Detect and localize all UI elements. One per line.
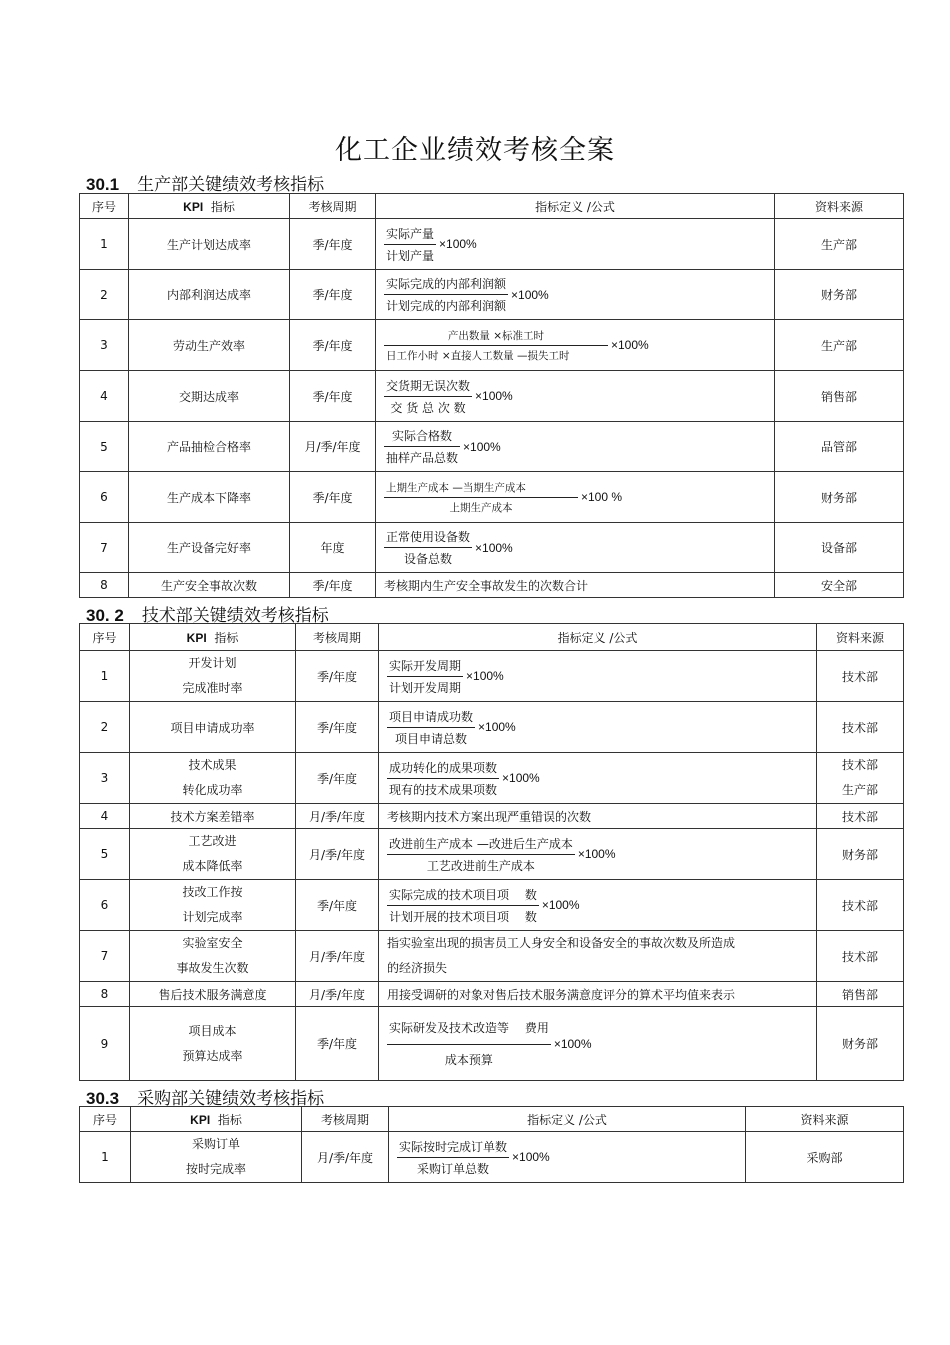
- table-row: [80, 523, 904, 573]
- row-number: 2: [80, 270, 129, 320]
- row-number: 5: [80, 829, 130, 880]
- kpi-name: 技改工作按 计划完成率: [130, 880, 296, 931]
- period: 季/年度: [290, 219, 376, 270]
- table-row: [80, 573, 904, 598]
- header-period: 考核周期: [290, 194, 376, 219]
- source: 生产部: [775, 320, 904, 371]
- source: 设备部: [775, 523, 904, 573]
- formula: 产出数量 ×标准工时 日工作小时 ×直接人工数量 —损失工时 ×100%: [376, 320, 775, 371]
- section-heading-production: [86, 170, 324, 195]
- table-header-row: [80, 624, 904, 651]
- period: 月/季/年度: [290, 422, 376, 472]
- header-definition: 指标定义 /公式: [389, 1107, 746, 1132]
- section-number: 30.1: [86, 175, 120, 194]
- header-definition: 指标定义 /公式: [379, 624, 817, 651]
- formula: 正常使用设备数 设备总数 ×100%: [376, 523, 775, 573]
- kpi-name: 项目成本 预算达成率: [130, 1007, 296, 1081]
- formula: 实际产量 计划产量 ×100%: [376, 219, 775, 270]
- header-period: 考核周期: [296, 624, 379, 651]
- kpi-name: 生产计划达成率: [129, 219, 290, 270]
- kpi-name: 生产设备完好率: [129, 523, 290, 573]
- table-row: [80, 829, 904, 880]
- header-source: 资料来源: [775, 194, 904, 219]
- kpi-name: 交期达成率: [129, 371, 290, 422]
- source: 技术部: [817, 804, 904, 829]
- table-row: [80, 320, 904, 371]
- source: 技术部: [817, 880, 904, 931]
- table-row: [80, 753, 904, 804]
- definition-text: 用接受调研的对象对售后技术服务满意度评分的算术平均值来表示: [379, 982, 817, 1007]
- period: 季/年度: [296, 702, 379, 753]
- header-seq: 序号: [80, 1107, 131, 1132]
- header-period: 考核周期: [302, 1107, 389, 1132]
- source: 生产部: [775, 219, 904, 270]
- formula: 实际完成的技术项目项 数 计划开展的技术项目项 数 ×100%: [379, 880, 817, 931]
- header-kpi: KPI 指标: [131, 1107, 302, 1132]
- source: 财务部: [775, 270, 904, 320]
- period: 季/年度: [290, 371, 376, 422]
- period: 季/年度: [290, 270, 376, 320]
- row-number: 5: [80, 422, 129, 472]
- formula: 成功转化的成果项数 现有的技术成果项数 ×100%: [379, 753, 817, 804]
- row-number: 8: [80, 982, 130, 1007]
- header-definition: 指标定义 /公式: [376, 194, 775, 219]
- definition-text: 考核期内生产安全事故发生的次数合计: [376, 573, 775, 598]
- period: 月/季/年度: [296, 931, 379, 982]
- period: 月/季/年度: [296, 804, 379, 829]
- period: 年度: [290, 523, 376, 573]
- technical-kpi-table: [79, 623, 904, 1081]
- kpi-name: 技术方案差错率: [130, 804, 296, 829]
- definition-text: 考核期内技术方案出现严重错误的次数: [379, 804, 817, 829]
- header-source: 资料来源: [746, 1107, 904, 1132]
- row-number: 6: [80, 880, 130, 931]
- header-source: 资料来源: [817, 624, 904, 651]
- formula: 项目申请成功数 项目申请总数 ×100%: [379, 702, 817, 753]
- formula: 交货期无误次数 交 货 总 次 数 ×100%: [376, 371, 775, 422]
- table-row: [80, 472, 904, 523]
- source: 技术部 生产部: [817, 753, 904, 804]
- production-kpi-table: [79, 193, 904, 598]
- header-kpi: KPI 指标: [130, 624, 296, 651]
- section-number: 30. 2: [86, 606, 124, 625]
- row-number: 1: [80, 651, 130, 702]
- row-number: 2: [80, 702, 130, 753]
- table-row: [80, 1132, 904, 1183]
- source: 财务部: [817, 1007, 904, 1081]
- table-row: [80, 371, 904, 422]
- period: 月/季/年度: [296, 982, 379, 1007]
- source: 财务部: [775, 472, 904, 523]
- row-number: 4: [80, 371, 129, 422]
- row-number: 3: [80, 320, 129, 371]
- kpi-name: 开发计划 完成准时率: [130, 651, 296, 702]
- source: 销售部: [775, 371, 904, 422]
- kpi-name: 生产成本下降率: [129, 472, 290, 523]
- source: 安全部: [775, 573, 904, 598]
- table-row: [80, 702, 904, 753]
- period: 季/年度: [290, 573, 376, 598]
- table-row: [80, 651, 904, 702]
- page-title: 化工企业绩效考核全案: [335, 135, 615, 166]
- period: 月/季/年度: [296, 829, 379, 880]
- section-number: 30.3: [86, 1089, 120, 1108]
- period: 季/年度: [296, 1007, 379, 1081]
- formula: 实际完成的内部利润额 计划完成的内部利润额 ×100%: [376, 270, 775, 320]
- kpi-name: 售后技术服务满意度: [130, 982, 296, 1007]
- row-number: 1: [80, 1132, 131, 1183]
- header-seq: 序号: [80, 194, 129, 219]
- table-header-row: [80, 1107, 904, 1132]
- source: 技术部: [817, 931, 904, 982]
- section-title: 技术部关键绩效考核指标: [141, 606, 329, 626]
- kpi-name: 生产安全事故次数: [129, 573, 290, 598]
- source: 销售部: [817, 982, 904, 1007]
- table-row: [80, 982, 904, 1007]
- table-row: [80, 804, 904, 829]
- table-row: [80, 219, 904, 270]
- row-number: 1: [80, 219, 129, 270]
- section-title: 采购部关键绩效考核指标: [137, 1089, 325, 1109]
- row-number: 4: [80, 804, 130, 829]
- table-row: [80, 270, 904, 320]
- table-header-row: [80, 194, 904, 219]
- definition-text: 指实验室出现的损害员工人身安全和设备安全的事故次数及所造成 的经济损失: [379, 931, 817, 982]
- kpi-name: 产品抽检合格率: [129, 422, 290, 472]
- header-seq: 序号: [80, 624, 130, 651]
- table-row: [80, 422, 904, 472]
- formula: 改进前生产成本 —改进后生产成本 工艺改进前生产成本 ×100%: [379, 829, 817, 880]
- row-number: 7: [80, 523, 129, 573]
- source: 财务部: [817, 829, 904, 880]
- formula: 实际研发及技术改造等 费用 成本预算 ×100%: [379, 1007, 817, 1081]
- row-number: 9: [80, 1007, 130, 1081]
- period: 季/年度: [290, 320, 376, 371]
- row-number: 3: [80, 753, 130, 804]
- source: 技术部: [817, 702, 904, 753]
- formula: 实际开发周期 计划开发周期 ×100%: [379, 651, 817, 702]
- formula: 上期生产成本 —当期生产成本 上期生产成本 ×100 %: [376, 472, 775, 523]
- kpi-name: 技术成果 转化成功率: [130, 753, 296, 804]
- table-row: [80, 1007, 904, 1081]
- kpi-name: 采购订单 按时完成率: [131, 1132, 302, 1183]
- kpi-name: 实验室安全 事故发生次数: [130, 931, 296, 982]
- kpi-name: 劳动生产效率: [129, 320, 290, 371]
- table-row: [80, 931, 904, 982]
- kpi-name: 内部利润达成率: [129, 270, 290, 320]
- header-kpi: KPI 指标: [129, 194, 290, 219]
- period: 月/季/年度: [302, 1132, 389, 1183]
- period: 季/年度: [290, 472, 376, 523]
- period: 季/年度: [296, 651, 379, 702]
- period: 季/年度: [296, 753, 379, 804]
- source: 技术部: [817, 651, 904, 702]
- formula: 实际合格数 抽样产品总数 ×100%: [376, 422, 775, 472]
- kpi-name: 项目申请成功率: [130, 702, 296, 753]
- row-number: 7: [80, 931, 130, 982]
- kpi-name: 工艺改进 成本降低率: [130, 829, 296, 880]
- source: 品管部: [775, 422, 904, 472]
- procurement-kpi-table: [79, 1106, 904, 1183]
- row-number: 8: [80, 573, 129, 598]
- section-title: 生产部关键绩效考核指标: [137, 175, 325, 195]
- row-number: 6: [80, 472, 129, 523]
- formula: 实际按时完成订单数 采购订单总数 ×100%: [389, 1132, 746, 1183]
- table-row: [80, 880, 904, 931]
- period: 季/年度: [296, 880, 379, 931]
- source: 采购部: [746, 1132, 904, 1183]
